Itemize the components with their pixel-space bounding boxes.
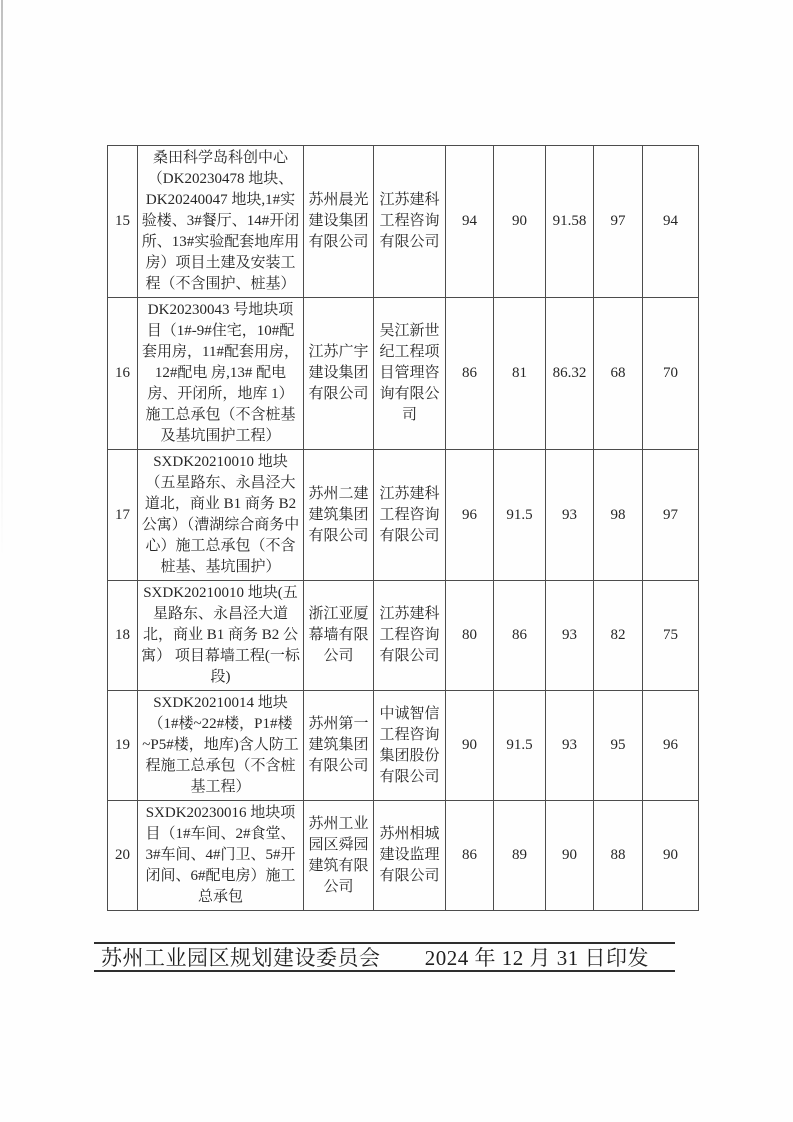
row-number-cell: 20 [108, 801, 138, 911]
score-value: 94 [462, 213, 477, 229]
score-value: 89 [512, 847, 527, 863]
score-value: 90 [462, 737, 477, 753]
score-cell [446, 581, 494, 691]
evaluation-table [107, 145, 699, 911]
score-value: 97 [610, 213, 626, 229]
project-name-cell: SXDK20210010 地块(五星路东、永昌泾大道北，商业 B1 商务 B2 公寓） 项目幕墙工程(一标段) [138, 581, 304, 691]
score-cell [594, 146, 643, 298]
score-cell [594, 298, 643, 450]
score-cell [643, 146, 699, 298]
contractor-cell: 江苏广宇建设集团有限公司 [304, 298, 374, 450]
score-cell [494, 691, 546, 801]
score-cell [446, 146, 494, 298]
score-value: 88 [610, 847, 626, 863]
score-value: 96 [462, 506, 477, 523]
table-row [108, 801, 699, 911]
score-value: 82 [610, 627, 626, 643]
table-row [108, 298, 699, 450]
score-cell [546, 691, 594, 801]
score-value: 98 [610, 506, 626, 523]
score-cell [643, 691, 699, 801]
score-cell [494, 146, 546, 298]
score-value: 86 [462, 847, 477, 863]
score-cell [446, 691, 494, 801]
score-value: 86.32 [552, 365, 587, 381]
consultant-cell: 中诚智信工程咨询集团股份有限公司 [374, 691, 446, 801]
row-number-cell: 16 [108, 298, 138, 450]
document-footer [94, 942, 675, 972]
score-cell [494, 581, 546, 691]
score-value: 95 [610, 737, 626, 753]
score-value: 93 [562, 506, 577, 523]
score-value: 81 [512, 365, 527, 381]
score-value: 86 [462, 365, 477, 381]
score-value: 86 [512, 627, 527, 643]
score-value: 91.5 [506, 737, 533, 753]
table-row [108, 146, 699, 298]
project-name-cell: DK20230043 号地块项目（1#-9#住宅，10#配套用房，11#配套用房，12#配电 房,13# 配电房、开闭所，地库 1）施工总承包（不含桩基及基坑围护工程） [138, 298, 304, 450]
table-row [108, 691, 699, 801]
score-cell [446, 298, 494, 450]
score-cell [594, 450, 643, 581]
score-cell [446, 801, 494, 911]
score-value: 97 [663, 506, 678, 523]
table-row [108, 450, 699, 581]
project-name-cell: SXDK20230016 地块项目（1#车间、2#食堂、3#车间、4#门卫、5#开闭间、6#配电房）施工总承包 [138, 801, 304, 911]
score-cell [643, 450, 699, 581]
row-number-cell: 17 [108, 450, 138, 581]
score-value: 91.58 [552, 213, 587, 229]
project-name-cell: 桑田科学岛科创中心（DK20230478 地块、DK20240047 地块,1#实验楼、3#餐厅、14#开闭所、13#实验配套地库用房）项目土建及安装工程（不含围护、桩基） [138, 146, 304, 298]
project-name-cell: SXDK20210014 地块 （1#楼~22#楼，P1#楼~P5#楼，地库)含人防工程施工总承包（不含桩基工程） [138, 691, 304, 801]
score-cell [446, 450, 494, 581]
project-name-cell: SXDK20210010 地块（五星路东、永昌泾大道北，商业 B1 商务 B2 公寓）（漕湖综合商务中心）施工总承包（不含桩基、基坑围护） [138, 450, 304, 581]
footer-print-date: 2024 年 12 月 31 日印发 [424, 946, 649, 970]
consultant-cell: 江苏建科工程咨询有限公司 [374, 581, 446, 691]
contractor-cell: 苏州晨光建设集团有限公司 [304, 146, 374, 298]
score-cell [546, 801, 594, 911]
row-number-cell: 15 [108, 146, 138, 298]
score-value: 91.5 [506, 506, 533, 523]
row-number-cell: 18 [108, 581, 138, 691]
consultant-cell: 江苏建科工程咨询有限公司 [374, 146, 446, 298]
score-cell [494, 801, 546, 911]
score-cell [594, 801, 643, 911]
score-value: 68 [610, 365, 626, 381]
score-value: 96 [663, 737, 678, 753]
score-value: 90 [562, 847, 577, 863]
table-row [108, 581, 699, 691]
score-cell [546, 450, 594, 581]
score-value: 94 [663, 213, 678, 229]
score-cell [643, 298, 699, 450]
score-value: 70 [663, 365, 678, 381]
consultant-cell: 江苏建科工程咨询有限公司 [374, 450, 446, 581]
score-cell [546, 581, 594, 691]
contractor-cell: 苏州二建建筑集团有限公司 [304, 450, 374, 581]
score-value: 90 [512, 213, 527, 229]
score-cell [643, 801, 699, 911]
score-cell [494, 298, 546, 450]
contractor-cell: 苏州工业园区舜园建筑有限公司 [304, 801, 374, 911]
score-cell [594, 581, 643, 691]
score-cell [546, 298, 594, 450]
consultant-cell: 苏州相城建设监理有限公司 [374, 801, 446, 911]
score-value: 93 [562, 737, 577, 753]
footer-issuer: 苏州工业园区规划建设委员会 [101, 946, 381, 970]
score-value: 90 [663, 847, 678, 863]
scan-edge-artifact [1, 0, 3, 560]
row-number-cell: 19 [108, 691, 138, 801]
score-cell [494, 450, 546, 581]
score-cell [546, 146, 594, 298]
score-value: 80 [462, 627, 477, 643]
consultant-cell: 吴江新世纪工程项目管理咨询有限公司 [374, 298, 446, 450]
contractor-cell: 浙江亚厦幕墙有限公司 [304, 581, 374, 691]
score-cell [594, 691, 643, 801]
score-cell [643, 581, 699, 691]
contractor-cell: 苏州第一建筑集团有限公司 [304, 691, 374, 801]
score-value: 93 [562, 627, 577, 643]
score-value: 75 [663, 627, 678, 643]
